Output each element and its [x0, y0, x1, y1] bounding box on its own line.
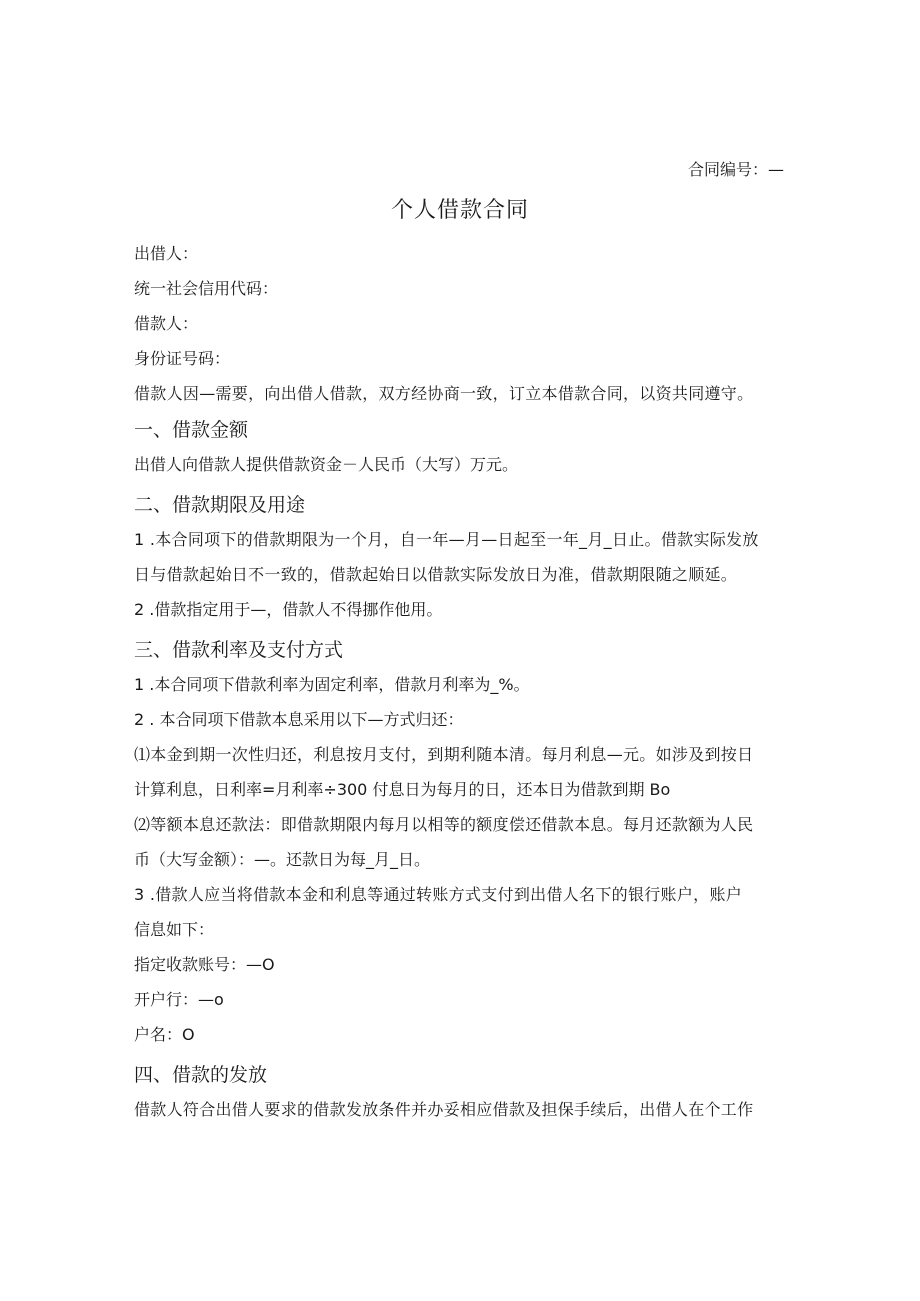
bank-name-label: 开户行：—o	[134, 990, 224, 1009]
preamble-paragraph: 借款人因—需要，向出借人借款，双方经协商一致，订立本借款合同，以资共同遵守。	[134, 384, 754, 403]
bank-transfer-paragraph-line: 信息如下：	[134, 920, 215, 939]
section-heading-disbursement: 四、借款的发放	[134, 1064, 268, 1086]
disbursement-paragraph-line: 借款人符合出借人要求的借款发放条件并办妥相应借款及担保手续后，出借人在个工作	[134, 1100, 754, 1119]
credit-code-label: 统一社会信用代码：	[134, 279, 279, 298]
contract-number: 合同编号：—	[687, 160, 784, 179]
term-paragraph-line: 1 .本合同项下的借款期限为一个月，自一年—月—日起至一年_月_日止。借款实际发放	[134, 530, 759, 549]
document-title: 个人借款合同	[390, 198, 529, 223]
borrower-label: 借款人：	[134, 314, 199, 333]
contract-body	[134, 242, 786, 1133]
section-heading-interest: 三、借款利率及支付方式	[134, 639, 344, 661]
purpose-paragraph: 2 .借款指定用于—，借款人不得挪作他用。	[134, 600, 443, 619]
interest-rate-paragraph: 1 .本合同项下借款利率为固定利率，借款月利率为_%。	[134, 675, 530, 694]
account-number-label: 指定收款账号：—O	[134, 955, 275, 974]
repayment-option-line: 币（大写金额）：—。还款日为每_月_日。	[134, 850, 431, 869]
repayment-method-paragraph: 2 . 本合同项下借款本息采用以下—方式归还：	[134, 710, 464, 729]
account-holder-label: 户名：O	[134, 1025, 195, 1044]
lender-label: 出借人：	[134, 244, 199, 263]
repayment-option-line: ⑵等额本息还款法：即借款期限内每月以相等的额度偿还借款本息。每月还款额为人民	[134, 815, 754, 834]
id-number-label: 身份证号码：	[134, 349, 231, 368]
section-heading-term: 二、借款期限及用途	[134, 494, 306, 516]
section-heading-amount: 一、借款金额	[134, 419, 249, 441]
term-paragraph-line: 日与借款起始日不一致的，借款起始日以借款实际发放日为准，借款期限随之顺延。	[134, 565, 738, 584]
repayment-option-line: 计算利息，日利率=月利率÷300 付息日为每月的日，还本日为借款到期 Bo	[134, 780, 671, 799]
repayment-option-line: ⑴本金到期一次性归还，利息按月支付，到期利随本清。每月利息—元。如涉及到按日	[134, 745, 754, 764]
amount-paragraph: 出借人向借款人提供借款资金－人民币（大写）万元。	[134, 455, 519, 474]
bank-transfer-paragraph-line: 3 .借款人应当将借款本金和利息等通过转账方式支付到出借人名下的银行账户，账户	[134, 885, 743, 904]
